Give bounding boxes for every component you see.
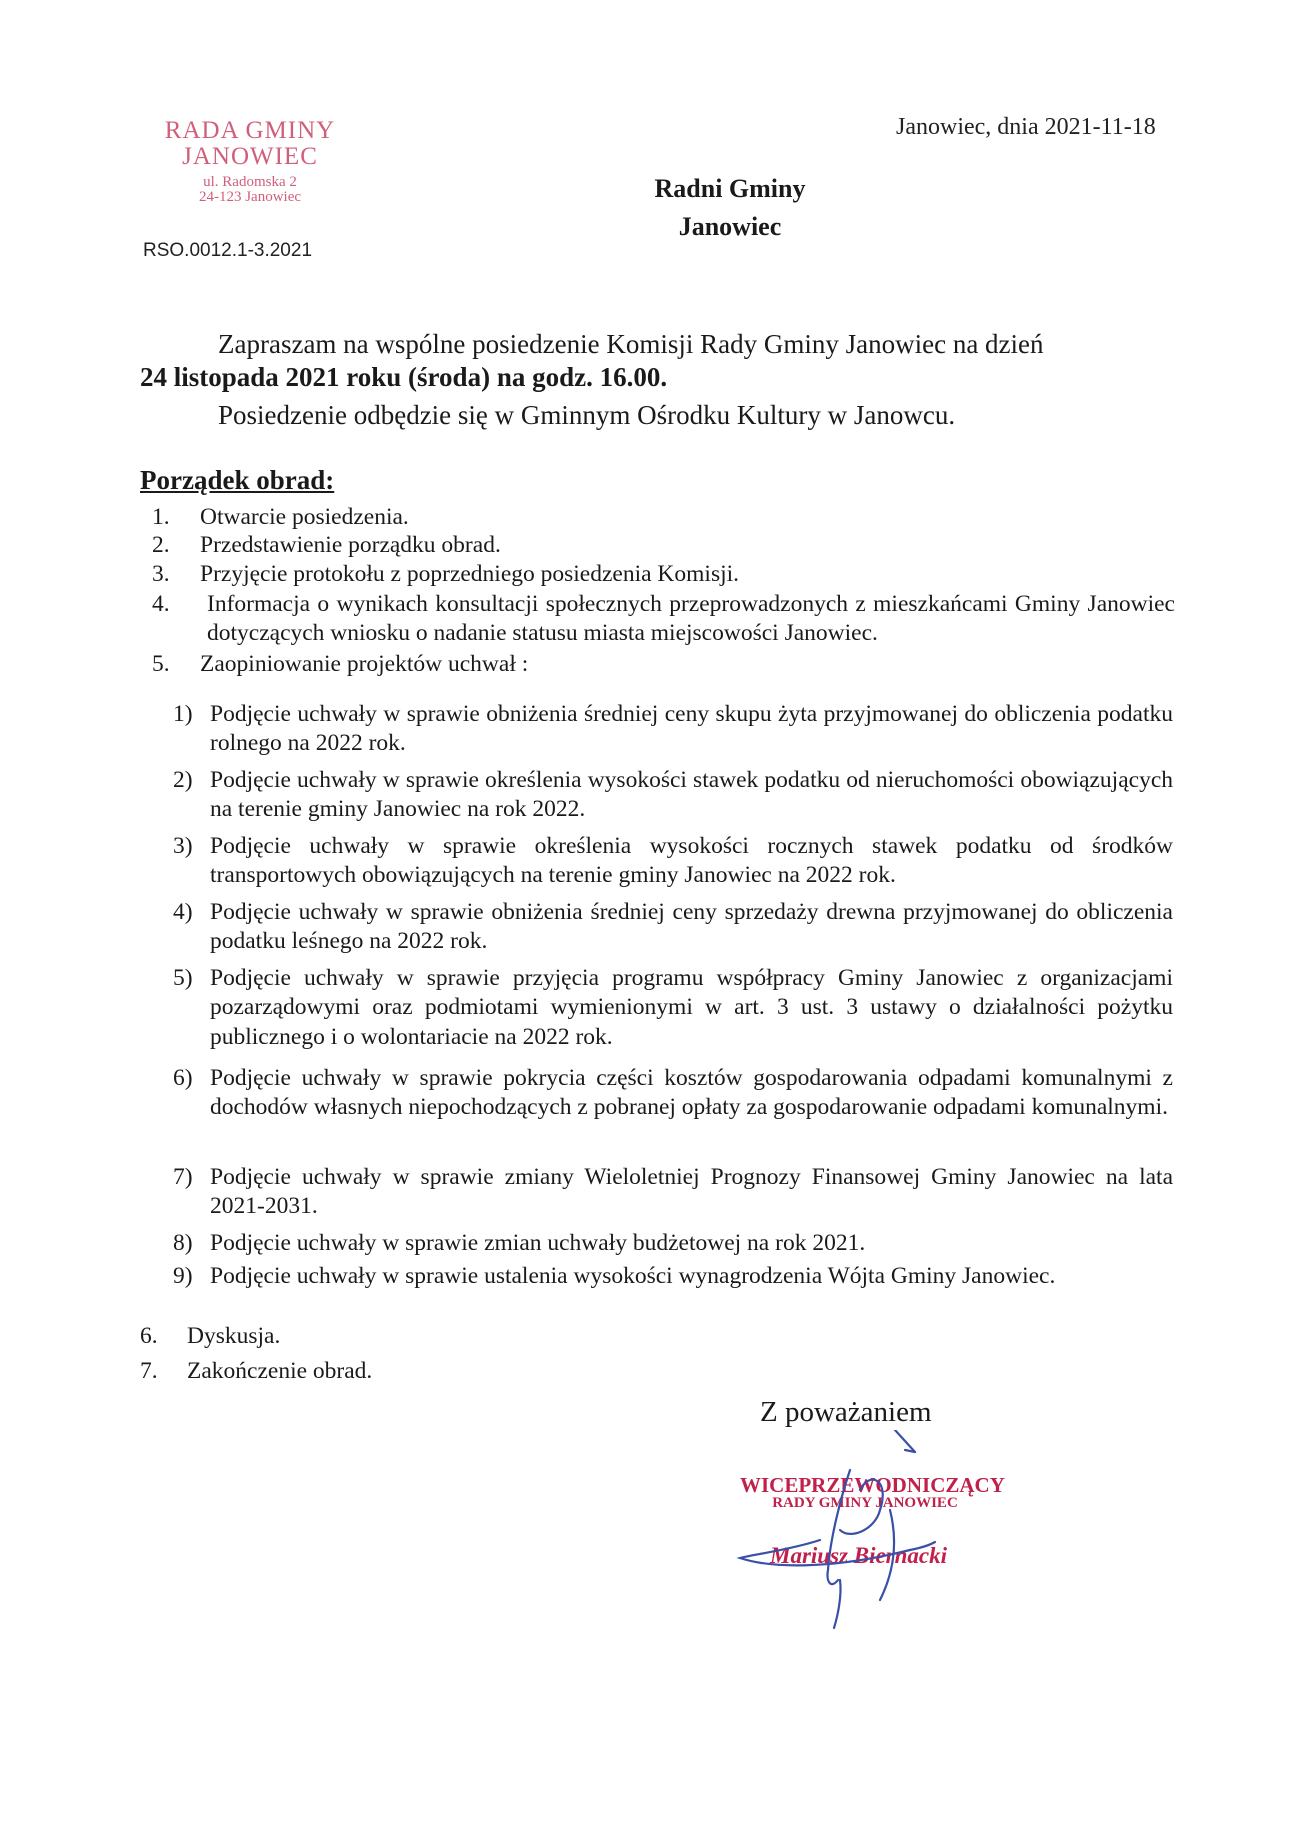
agenda-item-number: 6. [140,1323,158,1349]
agenda-item-text: Informacja o wynikach konsultacji społecznych przeprowadzonych z mieszkańcami Gminy Janowiec dotyczących wniosku o nadanie statusu miasta miejscowości Janowiec. [207,591,1175,647]
agenda-item-number: 4. [152,591,170,617]
closing-salutation: Z poważaniem [760,1396,932,1428]
resolution-number: 2) [173,767,193,793]
agenda-item-text: Otwarcie posiedzenia. [200,504,409,530]
addressee-line-2: Janowiec [678,211,782,241]
agenda-item-text: Przedstawienie porządku obrad. [200,532,501,558]
agenda-item-number: 1. [152,504,170,530]
agenda-item-number: 7. [140,1358,158,1384]
reference-number: RSO.0012.1-3.2021 [143,240,313,261]
invitation-date-bold: 24 listopada 2021 roku (środa) na godz. 16.00. [140,362,668,392]
resolution-text: Podjęcie uchwały w sprawie pokrycia części kosztów gospodarowania odpadami komunalnymi z dochodów własnych niepochodzących z pobranej opłaty za gospodarowanie odpadami komunalnymi. [210,1065,1173,1121]
addressee [600,170,860,245]
resolution-number: 9) [173,1263,193,1289]
addressee-line-1: Radni Gminy [654,174,806,203]
resolution-number: 4) [173,899,193,925]
stamp-line-2: JANOWIEC [182,143,318,171]
resolution-text: Podjęcie uchwały w sprawie ustalenia wysokości wynagrodzenia Wójta Gminy Janowiec. [210,1263,1056,1289]
resolution-text: Podjęcie uchwały w sprawie określenia wysokości stawek podatku od nieruchomości obowiązujących na terenie gminy Janowiec na rok 2022. [210,767,1173,823]
agenda-item-text: Dyskusja. [187,1323,281,1349]
resolution-text: Podjęcie uchwały w sprawie określenia wysokości rocznych stawek podatku od środków transportowych obowiązujących na terenie gminy Janowiec na 2022 rok. [210,833,1173,889]
signature-stamp-council: RADY GMINY JANOWIEC [772,1495,958,1512]
stamp-line-4: 24-123 Janowiec [198,189,302,206]
agenda-item-number: 3. [152,561,170,587]
resolution-text: Podjęcie uchwały w sprawie przyjęcia programu współpracy Gminy Janowiec z organizacjami pozarządowymi oraz podmiotami wymienionymi w art. 3 ust. 3 ustawy o działalności pożytku publicznego i o wolontariacie na 2022 rok. [210,965,1173,1050]
resolution-text: Podjęcie uchwały w sprawie obniżenia średniej ceny sprzedaży drewna przyjmowanej do obliczenia podatku leśnego na 2022 rok. [210,899,1173,955]
signature-stamp-title: WICEPRZEWODNICZĄCY [740,1473,1005,1497]
resolution-number: 5) [173,965,193,991]
agenda-item-number: 2. [152,532,170,558]
invitation-date-time [140,360,667,396]
agenda-title: Porządek obrad: [140,465,335,495]
resolution-number: 7) [173,1164,193,1190]
council-stamp [160,118,340,206]
signatory-name: Mariusz Biernacki [770,1543,948,1568]
resolution-number: 6) [173,1065,193,1091]
resolution-text: Podjęcie uchwały w sprawie obniżenia średniej ceny skupu żyta przyjmowanej do obliczenia podatku rolnego na 2022 rok. [210,701,1173,757]
agenda-item-text: Przyjęcie protokołu z poprzedniego posiedzenia Komisji. [200,561,740,587]
invitation-location: Posiedzenie odbędzie się w Gminnym Ośrodku Kultury w Janowcu. [218,400,956,430]
resolution-number: 3) [173,833,193,859]
resolution-text: Podjęcie uchwały w sprawie zmiany Wieloletniej Prognozy Finansowej Gminy Janowiec na lata 2021-2031. [210,1164,1173,1220]
date-line: Janowiec, dnia 2021-11-18 [896,114,1156,140]
stamp-line-1: RADA GMINY [164,117,336,144]
invitation-line-1: Zapraszam na wspólne posiedzenie Komisji Rady Gminy Janowiec na dzień [218,329,1044,359]
resolution-number: 8) [173,1230,193,1256]
handwritten-signature [730,1430,1005,1630]
resolution-number: 1) [173,701,193,727]
agenda-item-text: Zaopiniowanie projektów uchwał : [200,651,529,677]
resolution-text: Podjęcie uchwały w sprawie zmian uchwały budżetowej na rok 2021. [210,1230,866,1256]
stamp-line-3: ul. Radomska 2 [203,173,297,190]
agenda-item-number: 5. [152,651,170,677]
agenda-item-text: Zakończenie obrad. [187,1358,373,1384]
